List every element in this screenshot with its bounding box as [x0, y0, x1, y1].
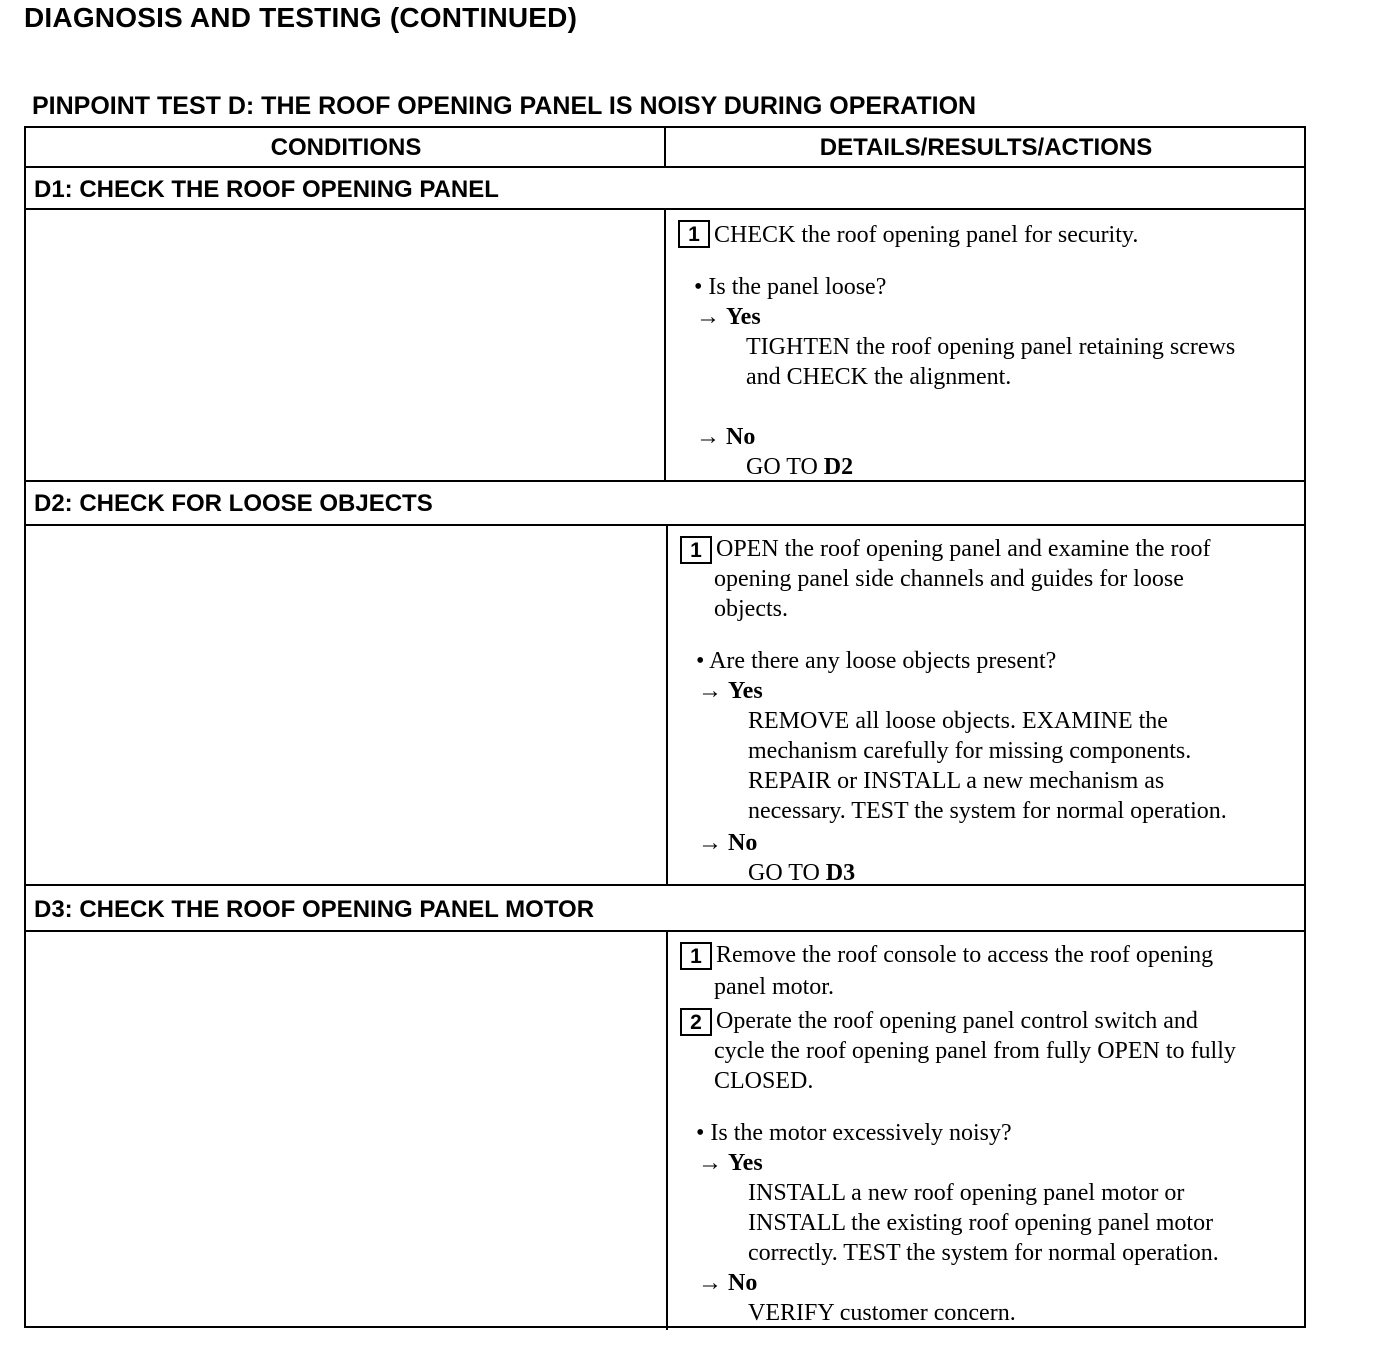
arrow-right-icon: →	[696, 304, 720, 330]
step-number-box: 2	[680, 1008, 712, 1036]
arrow-right-icon: →	[698, 830, 722, 856]
yes-branch: → Yes	[696, 304, 761, 330]
no-action: GO TO D3	[748, 860, 856, 886]
step-text: CHECK the roof opening panel for security.	[714, 222, 1139, 248]
yes-branch: → Yes	[698, 1150, 763, 1176]
page-heading: DIAGNOSIS AND TESTING (CONTINUED)	[24, 2, 578, 33]
no-branch: → No	[698, 1270, 758, 1296]
yes-action: REMOVE all loose objects. EXAMINE the	[748, 708, 1168, 734]
yes-action: INSTALL a new roof opening panel motor or	[748, 1180, 1185, 1206]
row-divider	[26, 166, 1304, 168]
arrow-right-icon: →	[698, 1270, 722, 1296]
question: • Is the motor excessively noisy?	[696, 1120, 1012, 1146]
row-divider	[26, 930, 1304, 932]
arrow-right-icon: →	[696, 424, 720, 450]
yes-action: necessary. TEST the system for normal operation.	[748, 798, 1227, 824]
pinpoint-test-title: PINPOINT TEST D: THE ROOF OPENING PANEL IS NOISY DURING OPERATION	[32, 92, 977, 120]
step-text: CLOSED.	[714, 1068, 814, 1094]
question: • Are there any loose objects present?	[696, 648, 1057, 674]
column-header-details: DETAILS/RESULTS/ACTIONS	[819, 134, 1153, 161]
column-divider	[666, 930, 668, 1330]
step-text: opening panel side channels and guides for loose	[714, 566, 1184, 592]
no-action: GO TO D2	[746, 454, 854, 480]
bullet: •	[696, 648, 705, 674]
no-branch: → No	[698, 830, 758, 856]
yes-action: mechanism carefully for missing components.	[748, 738, 1192, 764]
yes-action: and CHECK the alignment.	[746, 364, 1012, 390]
column-divider	[664, 208, 666, 480]
arrow-right-icon: →	[698, 1150, 722, 1176]
no-action: VERIFY customer concern.	[748, 1300, 1016, 1326]
column-divider	[666, 524, 668, 884]
step-number-box: 1	[680, 536, 712, 564]
step-text: cycle the roof opening panel from fully OPEN to fully	[714, 1038, 1236, 1064]
goto-link-d3: D3	[825, 860, 856, 886]
step-text: objects.	[714, 596, 788, 622]
row-divider	[26, 524, 1304, 526]
column-divider	[664, 128, 666, 166]
step-text: Remove the roof console to access the roof opening	[716, 942, 1214, 968]
section-header-d3: D3: CHECK THE ROOF OPENING PANEL MOTOR	[34, 896, 595, 923]
pinpoint-test-table	[24, 126, 1306, 1328]
yes-action: correctly. TEST the system for normal operation.	[748, 1240, 1219, 1266]
step-text: Operate the roof opening panel control switch and	[716, 1008, 1198, 1034]
bullet: •	[694, 274, 703, 300]
yes-action: REPAIR or INSTALL a new mechanism as	[748, 768, 1165, 794]
step-text: OPEN the roof opening panel and examine the roof	[716, 536, 1211, 562]
goto-link-d2: D2	[823, 454, 854, 480]
step-number-box: 1	[680, 942, 712, 970]
section-header-d2: D2: CHECK FOR LOOSE OBJECTS	[34, 490, 433, 517]
yes-branch: → Yes	[698, 678, 763, 704]
row-divider	[26, 480, 1304, 482]
row-divider	[26, 884, 1304, 886]
yes-action: TIGHTEN the roof opening panel retaining screws	[746, 334, 1236, 360]
column-header-conditions: CONDITIONS	[270, 134, 422, 161]
yes-action: INSTALL the existing roof opening panel motor	[748, 1210, 1214, 1236]
step-text: panel motor.	[714, 974, 834, 1000]
no-branch: → No	[696, 424, 756, 450]
arrow-right-icon: →	[698, 678, 722, 704]
section-header-d1: D1: CHECK THE ROOF OPENING PANEL	[34, 176, 499, 203]
question: • Is the panel loose?	[694, 274, 887, 300]
bullet: •	[696, 1120, 705, 1146]
step-number-box: 1	[678, 220, 710, 248]
